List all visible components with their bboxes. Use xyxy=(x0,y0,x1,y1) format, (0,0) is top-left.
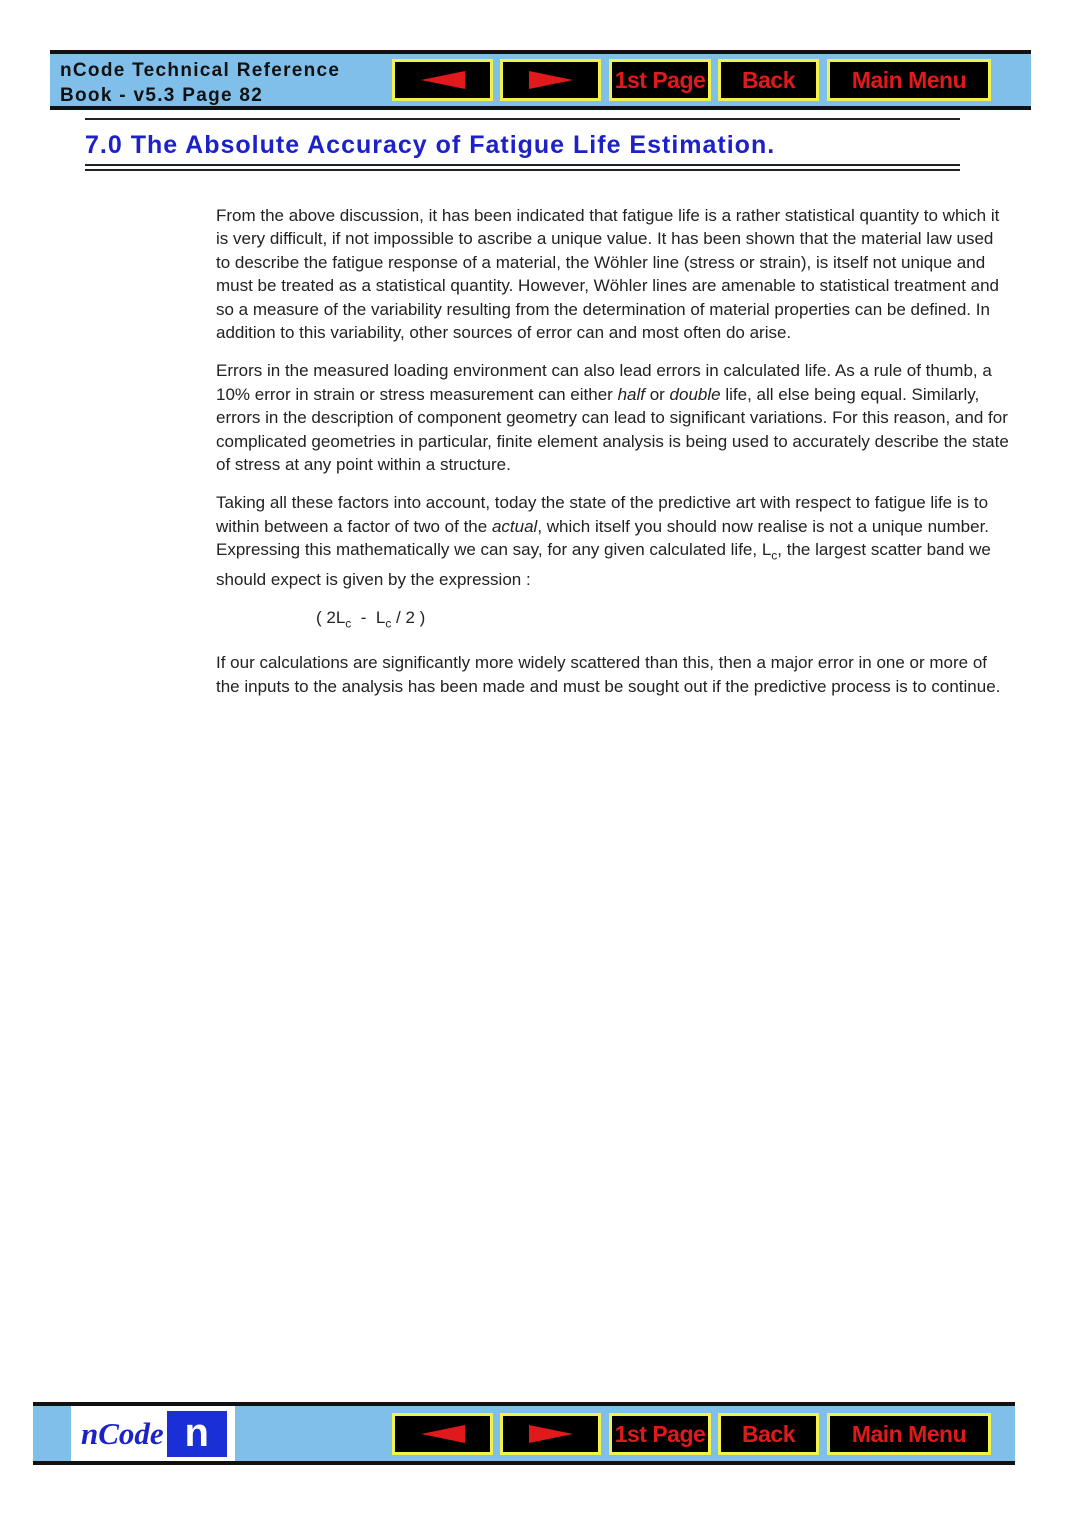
body-text xyxy=(216,204,1011,713)
text: Taking all these factors into account, today the state of the predictive art with respect to fatigue life is to within between a factor of two of the xyxy=(216,493,989,536)
footer-main-menu-button[interactable]: Main Menu xyxy=(827,1413,991,1455)
footer-next-page-button[interactable] xyxy=(500,1413,601,1455)
next-page-button[interactable] xyxy=(500,59,601,101)
subscript: c xyxy=(345,616,352,631)
book-page-label: Book - v5.3 Page 82 xyxy=(60,85,264,106)
title-rule-bottom xyxy=(85,164,960,166)
arrow-right-icon xyxy=(529,1425,573,1443)
book-title xyxy=(60,58,340,108)
footer-prev-page-button[interactable] xyxy=(392,1413,493,1455)
text: ( 2L xyxy=(316,608,346,628)
paragraph-2 xyxy=(216,359,1011,476)
back-button[interactable]: Back xyxy=(718,59,819,101)
arrow-left-icon xyxy=(421,71,465,89)
text: , which itself you should now realise is not a unique number. Expressing this mathematically we can say, for any given calculated life, L xyxy=(216,516,990,560)
text: - L xyxy=(351,608,386,628)
prev-page-button[interactable] xyxy=(392,59,493,101)
title-rule-top xyxy=(85,118,960,120)
formula xyxy=(316,606,1011,636)
subscript: c xyxy=(385,616,392,631)
logo-text: nCode xyxy=(81,1415,164,1451)
footer-back-button[interactable]: Back xyxy=(718,1413,819,1455)
paragraph-3 xyxy=(216,491,1011,591)
text: or xyxy=(644,384,670,404)
arrow-right-icon xyxy=(529,71,573,89)
main-menu-button[interactable]: Main Menu xyxy=(827,59,991,101)
page-title: 7.0 The Absolute Accuracy of Fatigue Life Estimation. xyxy=(85,131,776,159)
footer-first-page-button[interactable]: 1st Page xyxy=(609,1413,711,1455)
emphasis: actual xyxy=(491,516,538,536)
emphasis: double xyxy=(669,384,721,404)
text: life, all else being equal. Similarly, errors in the description of component geometry can lead to significant variations. For this reason, and for complicated geometries in particular, finite element analysis is being used to accurately describe the state of stress at any point within a structure. xyxy=(216,384,1009,475)
subscript: c xyxy=(771,548,778,563)
book-title-line1: nCode Technical Reference xyxy=(60,60,341,81)
emphasis: half xyxy=(617,384,645,404)
text: / 2 ) xyxy=(391,608,426,628)
paragraph-1: From the above discussion, it has been indicated that fatigue life is a rather statistical quantity to which it is very difficult, if not impossible to ascribe a unique value. It has been shown that the material law used to describe the fatigue response of a material, the Wöhler line (stress or strain), is itself not unique and must be treated as a statistical quantity. However, Wöhler lines are amenable to statistical treatment and so a measure of the variability resulting from the determination of material properties can be defined. In addition to this variability, other sources of error can and most often do arise. xyxy=(216,206,1000,343)
paragraph-4: If our calculations are significantly more widely scattered than this, then a major error in one or more of the inputs to the analysis has been made and must be sought out if the predictive process is to continue. xyxy=(216,653,1001,696)
ncode-logo xyxy=(71,1406,235,1461)
text: , the largest scatter band we should expect is given by the expression : xyxy=(216,540,991,590)
title-rule-bottom-2 xyxy=(85,169,960,171)
logo-mark-icon: n xyxy=(167,1411,227,1457)
text: Errors in the measured loading environment can also lead errors in calculated life. As a rule of thumb, a 10% error in strain or stress measurement can either xyxy=(216,361,992,404)
arrow-left-icon xyxy=(421,1425,465,1443)
first-page-button[interactable]: 1st Page xyxy=(609,59,711,101)
